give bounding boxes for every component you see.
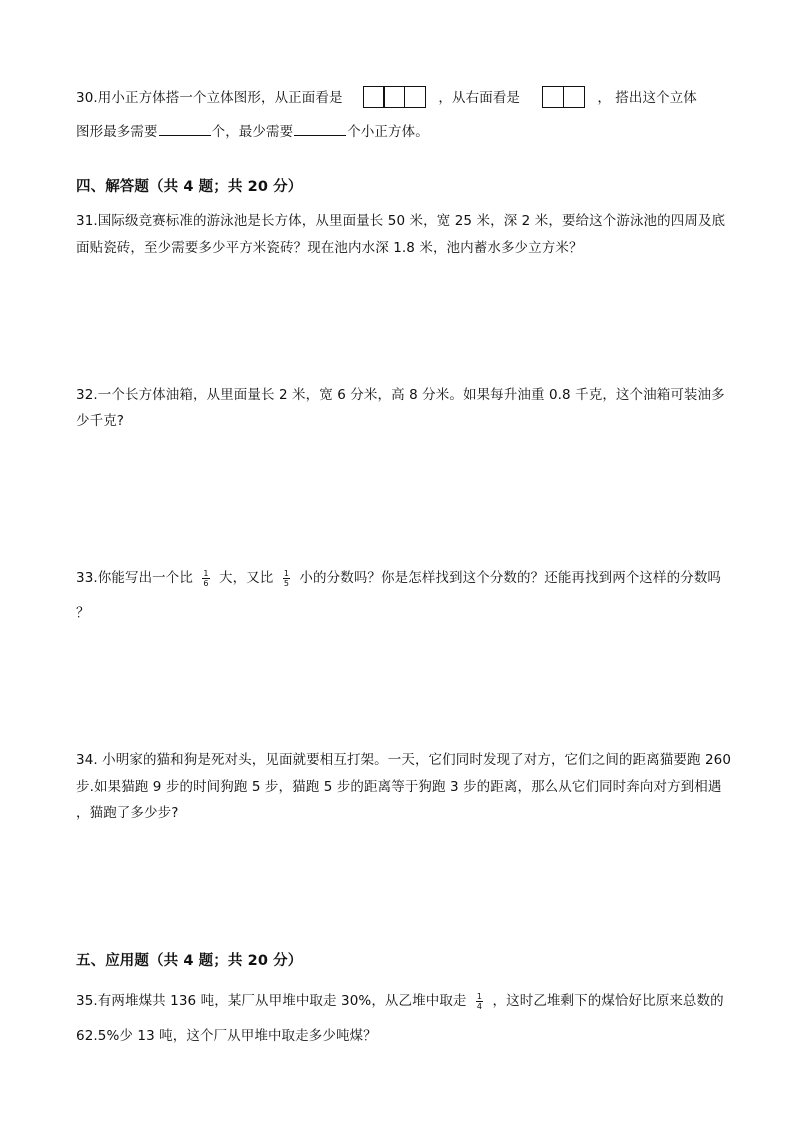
fraction-numerator: 1: [476, 991, 483, 1001]
fraction-denominator: 4: [476, 1001, 483, 1011]
q33-text-3: 小的分数吗？你是怎样找到这个分数的？还能再找到两个这样的分数吗: [299, 570, 722, 586]
answer-blank-max[interactable]: [159, 121, 211, 136]
q33-line-2: ？: [76, 605, 90, 621]
q35-line-1: [76, 991, 724, 1011]
q30-text-1: 30.用小正方体搭一个立体图形，从正面看是: [76, 90, 343, 106]
fraction-one-fifth: [283, 569, 290, 588]
q33-text-2: 大，又比: [219, 570, 274, 586]
q33-text-1: 33.你能写出一个比: [76, 570, 193, 586]
q35-text-1: 35.有两堆煤共 136 吨，某厂从甲堆中取走 30%，从乙堆中取走: [76, 993, 467, 1009]
section-5-heading: 五、应用题（共 4 题；共 20 分）: [76, 953, 303, 969]
q30-text-3: ， 搭出这个立体: [597, 90, 697, 106]
q34-line-2: 步.如果猫跑 9 步的时间狗跑 5 步，猫跑 5 步的距离等于狗跑 3 步的距离，那么从它们同时奔向对方到相遇: [76, 779, 722, 795]
front-view-figure: [363, 86, 426, 110]
q31-line-1: 31.国际级竞赛标准的游泳池是长方体，从里面量长 50 米，宽 25 米，深 2 米，要给这个游泳池的四周及底: [76, 213, 726, 229]
q34-line-1: 34. 小明家的猫和狗是死对头，见面就要相互打架。一天，它们同时发现了对方，它们之间的距离猫要跑 260: [76, 752, 732, 768]
q31-line-2: 面贴瓷砖，至少需要多少平方米瓷砖？现在池内水深 1.8 米，池内蓄水多少立方米？: [76, 240, 583, 256]
fraction-one-quarter: [476, 992, 483, 1011]
front-view-cube: [383, 86, 405, 108]
fraction-denominator: 6: [203, 578, 209, 588]
fraction-one-sixth: [202, 569, 209, 588]
q30-text-6: 个小正方体。: [347, 124, 429, 140]
right-view-cube: [542, 86, 564, 108]
fraction-numerator: 1: [203, 568, 209, 578]
q30-line-1: [76, 86, 697, 110]
q30-text-5: 个，最少需要: [211, 124, 294, 140]
section-4-heading: 四、解答题（共 4 题；共 20 分）: [76, 179, 303, 195]
right-view-figure: [542, 86, 585, 110]
q32-line-2: 少千克?: [76, 413, 125, 429]
front-view-cube: [363, 86, 385, 108]
fraction-numerator: 1: [283, 568, 290, 578]
q35-text-2: ，这时乙堆剩下的煤恰好比原来总数的: [492, 993, 724, 1009]
front-view-cube: [404, 86, 426, 108]
q30-text-2: ，从右面看是: [438, 90, 520, 106]
q34-line-3: ，猫跑了多少步?: [76, 805, 179, 821]
q35-line-2: 62.5%少 13 吨，这个厂从甲堆中取走多少吨煤？: [76, 1028, 377, 1044]
q32-line-1: 32.一个长方体油箱，从里面量长 2 米，宽 6 分米，高 8 分米。如果每升油重 0.8 千克，这个油箱可装油多: [76, 387, 725, 403]
q33-line-1: [76, 568, 721, 588]
right-view-cube: [563, 86, 585, 108]
q30-line-2: [76, 121, 429, 142]
fraction-denominator: 5: [283, 578, 290, 588]
q30-text-4: 图形最多需要: [76, 124, 158, 140]
answer-blank-min[interactable]: [294, 121, 346, 136]
